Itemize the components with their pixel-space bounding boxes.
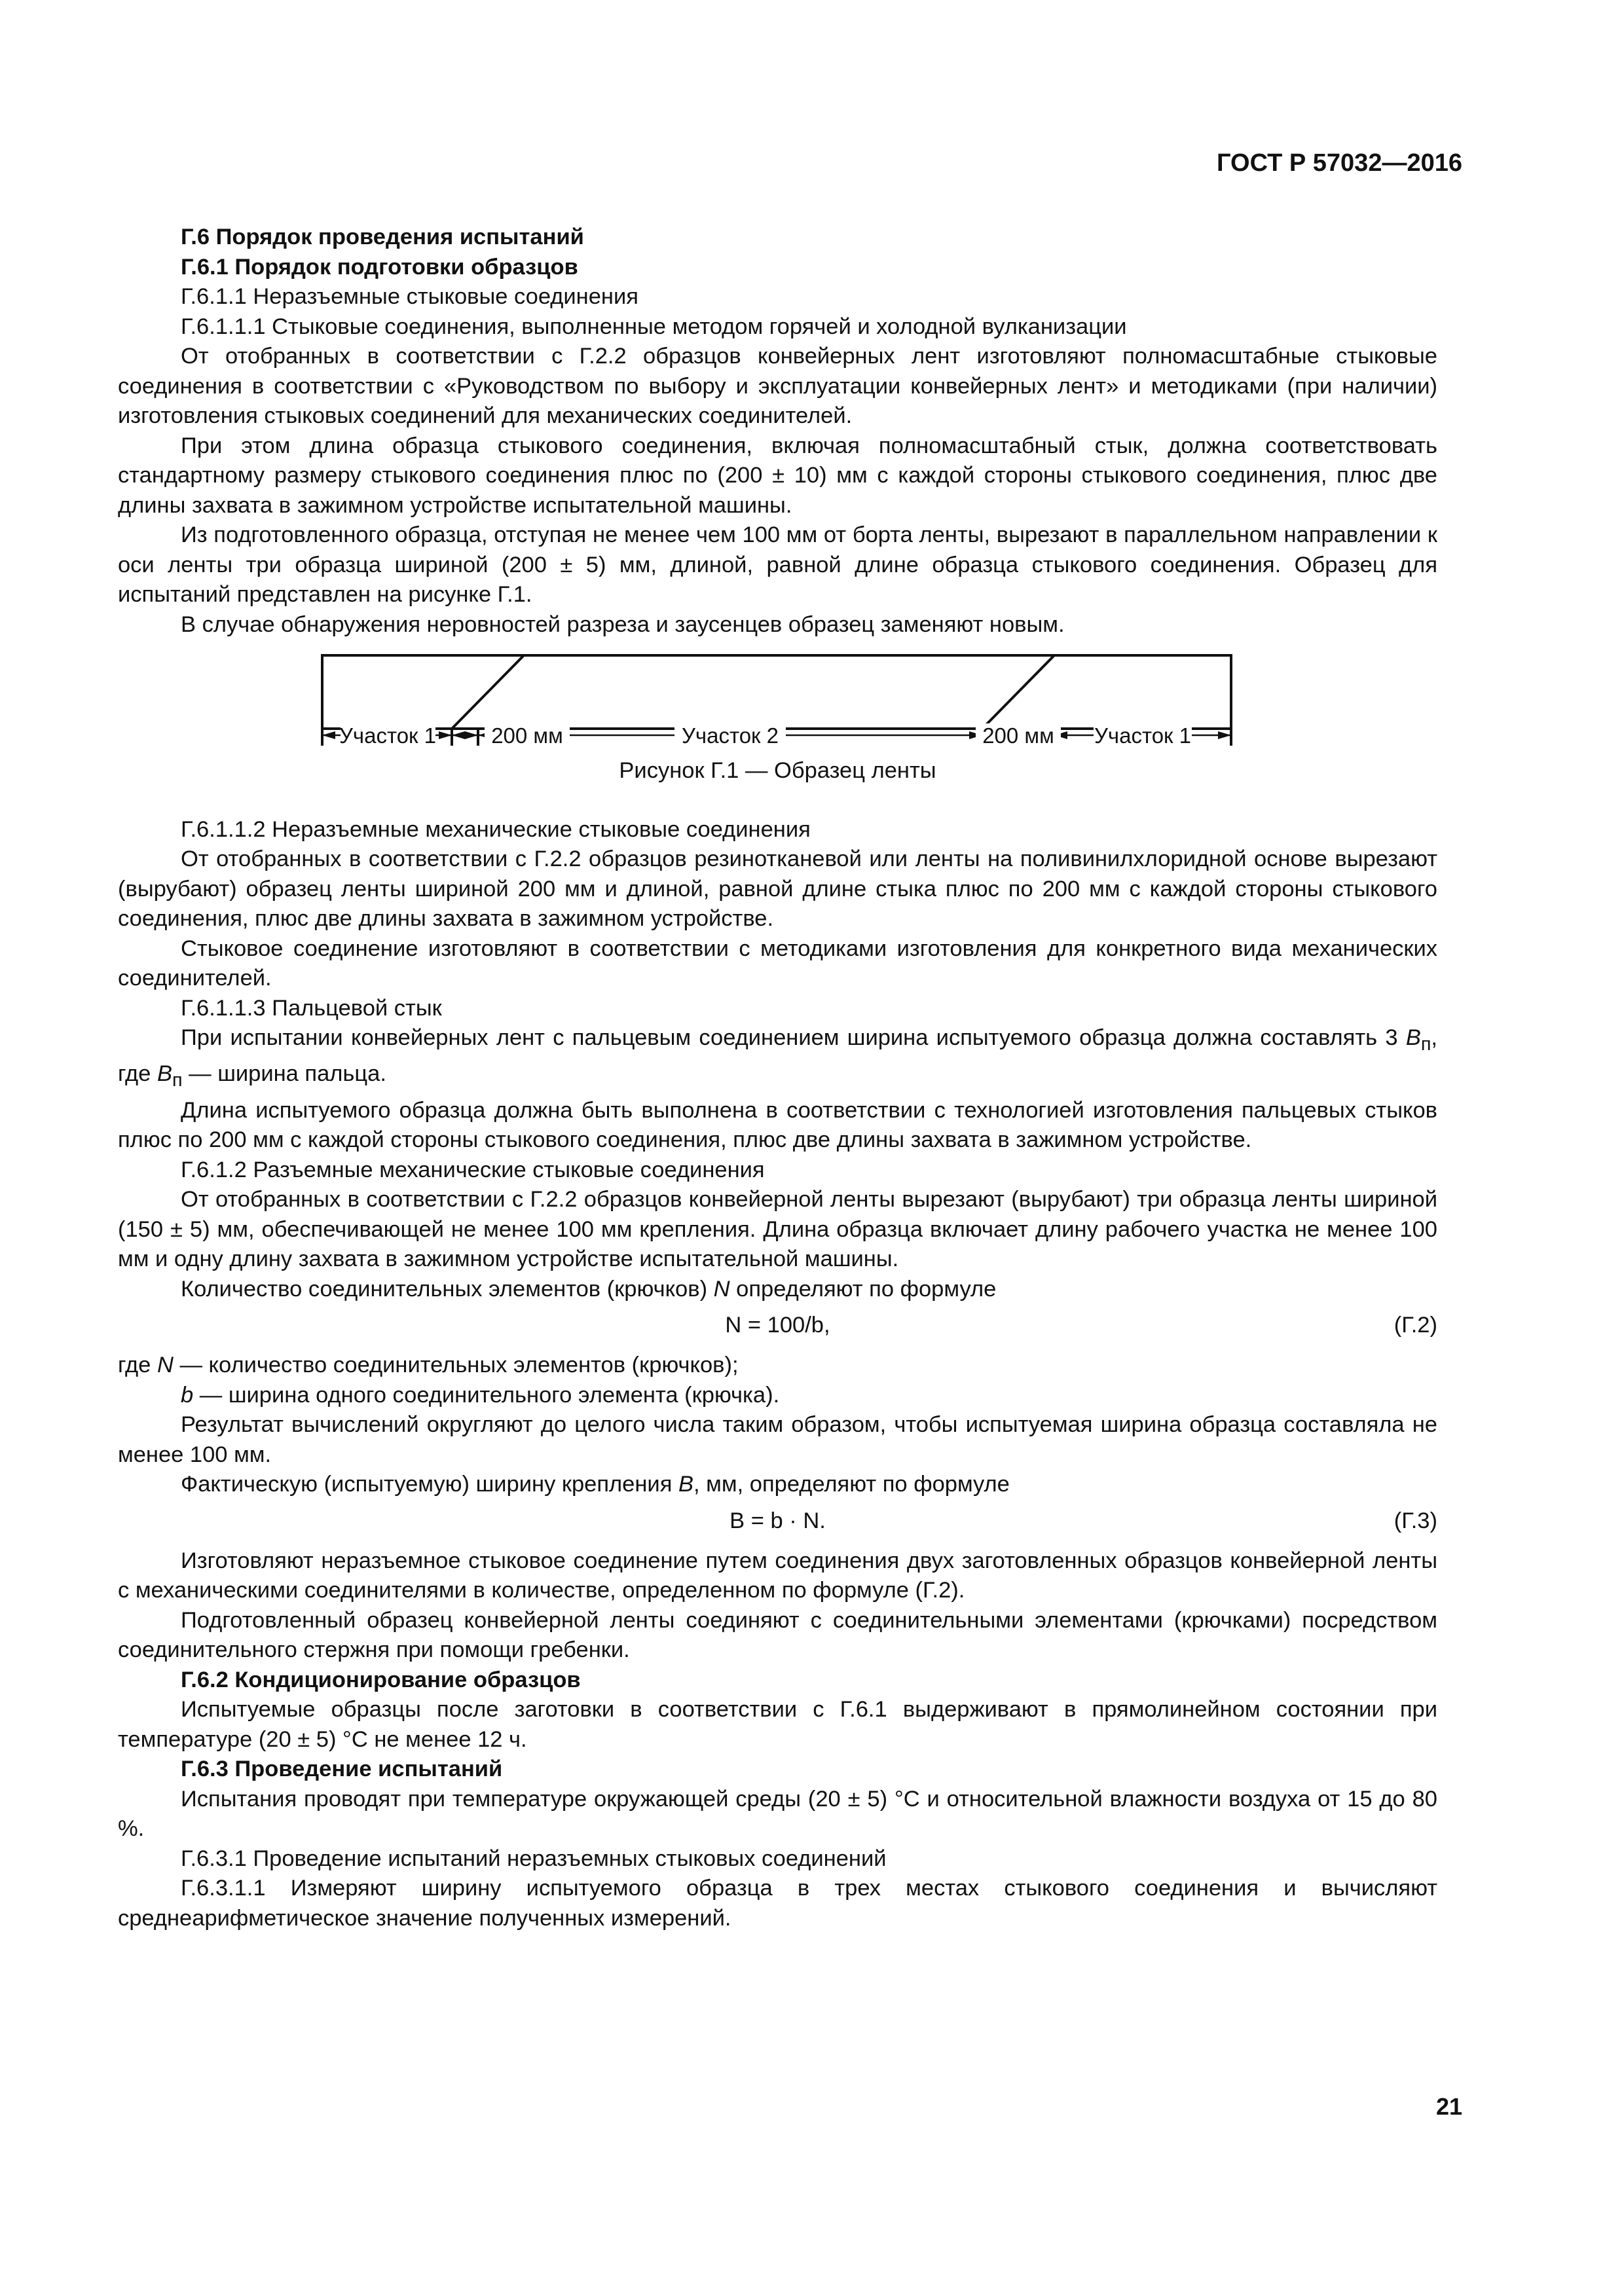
section-heading: Г.6 Порядок проведения испытаний [181,225,584,249]
splice-diagonal [982,655,1054,729]
segment-label: Участок 2 [681,723,779,746]
paragraph: Испытания проводят при температуре окружающей среды (20 ± 5) °С и относительной влажности воздуха от 15 до 80 %. [118,1786,1437,1842]
paragraph: Подготовленный образец конвейерной ленты соединяют с соединительными элементами (крючками) посредством соединительного стержня при помощи гребенки. [118,1607,1437,1663]
paragraph: Количество соединительных элементов (крючков) N определяют по формуле [181,1276,997,1302]
paragraph: От отобранных в соответствии с Г.2.2 образцов конвейерной ленты вырезают (вырубают) три образца ленты шириной (150 ± 5) мм, обеспечивающей не менее 100 мм крепления. Длина образца включает длину рабочего участка не менее 100 мм и одну длину захвата в зажимном устройстве испытательной машины. [118,1187,1437,1272]
formula-legend: b — ширина одного соединительного элемента (крючка). [181,1382,780,1408]
formula-legend: где N — количество соединительных элементов (крючков); [118,1353,739,1378]
paragraph: Из подготовленного образца, отступая не менее чем 100 мм от борта ленты, вырезают в параллельном направлении к оси ленты три образца шириной (200 ± 5) мм, длиной, равной длине образца стыкового соединения. Образец для испытаний представлен на рисунке Г.1. [118,522,1437,607]
formula-number: (Г.3) [1393,1508,1437,1533]
clause-heading: Г.6.1.1.1 Стыковые соединения, выполненные методом горячей и холодной вулканизации [181,314,1127,339]
paragraph: От отобранных в соответствии с Г.2.2 образцов резинотканевой или ленты на поливинилхлоридной основе вырезают (вырубают) образец ленты шириной 200 мм и длиной, равной длине стыка плюс по 200 мм с каждой стороны стыкового соединения, плюс две длины захвата в зажимном устройстве. [118,847,1437,931]
page-number: 21 [1435,2093,1462,2120]
formula-expression: N = 100/b, [725,1313,830,1338]
paragraph: Г.6.3.1.1 Измеряют ширину испытуемого образца в трех местах стыкового соединения и вычисляют среднеарифметическое значение полученных измерений. [118,1876,1437,1931]
formula-g2 [118,1311,1437,1341]
segment-label: 200 мм [491,723,563,746]
figure-belt-sample [321,654,1342,746]
segment-label: Участок 1 [339,723,437,746]
splice-diagonal [452,655,524,729]
paragraph: Фактическую (испытуемую) ширину крепления B, мм, определяют по формуле [181,1472,1010,1497]
clause-heading: Г.6.1.1.2 Неразъемные механические стыковые соединения [181,816,811,842]
paragraph: Результат вычислений округляют до целого числа таким образом, чтобы испытуемая ширина образца составляла не менее 100 мм. [118,1412,1437,1467]
document-body [118,223,1437,1933]
clause-heading: Г.6.3.1 Проведение испытаний неразъемных стыковых соединений [181,1846,887,1871]
subsection-heading: Г.6.2 Кондиционирование образцов [181,1667,581,1692]
formula-expression: B = b · N. [729,1508,826,1533]
subsection-heading: Г.6.1 Порядок подготовки образцов [181,254,578,280]
clause-heading: Г.6.1.1 Неразъемные стыковые соединения [181,284,638,309]
segment-label: Участок 1 [1094,723,1192,746]
belt-outline [322,655,1231,729]
clause-heading: Г.6.1.1.3 Пальцевой стык [181,995,442,1021]
paragraph: При этом длина образца стыкового соединения, включая полномасштабный стык, должна соответствовать стандартному размеру стыкового соединения плюс по (200 ± 10) мм с каждой стороны стыкового соединения, плюс две длины захвата в зажимном устройстве испытательной машины. [118,433,1437,518]
paragraph: В случае обнаружения неровностей разреза и заусенцев образец заменяют новым. [181,611,1065,637]
paragraph: При испытании конвейерных лент с пальцевым соединением ширина испытуемого образца должна составлять 3 $B_п$, где $B_п$ — ширина пальца. [118,1025,1437,1091]
clause-heading: Г.6.1.2 Разъемные механические стыковые соединения [181,1157,765,1182]
paragraph: Изготовляют неразъемное стыковое соединение путем соединения двух заготовленных образцов конвейерной ленты с механическими соединителями в количестве, определенном по формуле (Г.2). [118,1548,1437,1603]
formula-number: (Г.2) [1393,1313,1437,1338]
paragraph: Стыковое соединение изготовляют в соответствии с методиками изготовления для конкретного вида механических соединителей. [118,936,1437,991]
subsection-heading: Г.6.3 Проведение испытаний [181,1757,503,1782]
segment-label: 200 мм [982,723,1054,746]
formula-g3 [118,1506,1437,1537]
paragraph: Длина испытуемого образца должна быть выполнена в соответствии с технологией изготовления пальцевых стыков плюс по 200 мм с каждой стороны стыкового соединения, плюс две длины захвата в зажимном устройстве. [118,1097,1437,1153]
paragraph: Испытуемые образцы после заготовки в соответствии с Г.6.1 выдерживают в прямолинейном состоянии при температуре (20 ± 5) °С не менее 12 ч. [118,1697,1437,1752]
paragraph: От отобранных в соответствии с Г.2.2 образцов конвейерных лент изготовляют полномасштабные стыковые соединения в соответствии с «Руководством по выбору и эксплуатации конвейерных лент» и методиками (при наличии) изготовления стыковых соединений для механических соединителей. [118,344,1437,428]
figure-caption: Рисунок Г.1 — Образец ленты [619,758,936,783]
standard-header: ГОСТ Р 57032—2016 [1217,149,1462,177]
